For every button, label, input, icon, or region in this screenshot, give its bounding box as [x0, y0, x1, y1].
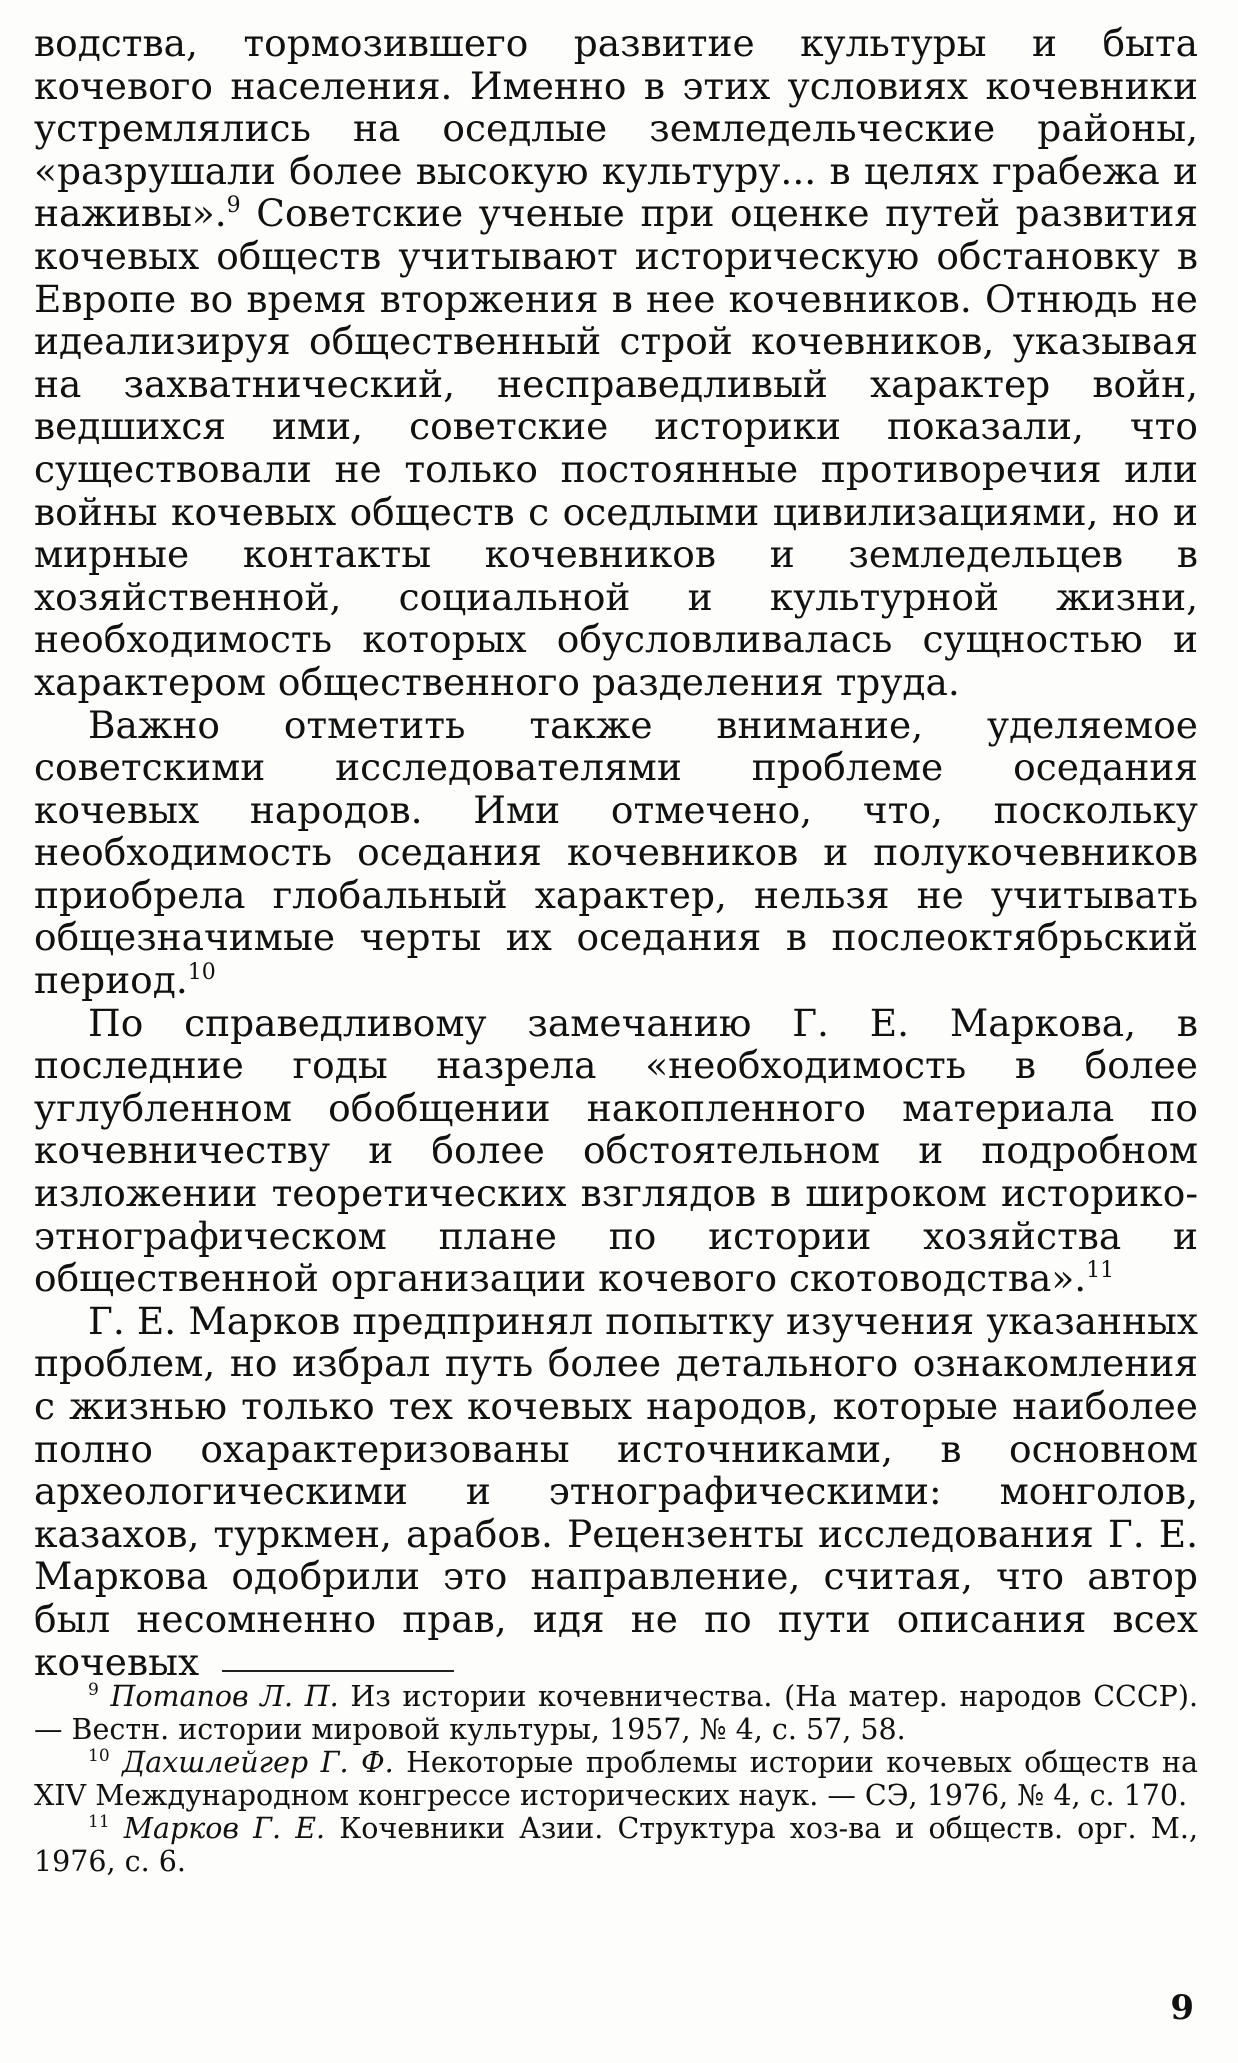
paragraph-1: водства, тормозившего развитие культуры и быта кочевого населения. Именно в этих условиях кочевники устремлялись на оседлые земледельческие районы, «разрушали более высокую культуру... в целях грабежа и наживы».$^9$ Советские ученые при оценке путей развития кочевых обществ учитывают историческую обстановку в Европе во время вторжения в нее кочевников. Отнюдь не идеализируя общественный строй кочевников, указывая на захватнический, несправедливый характер войн, ведшихся ими, советские историки показали, что существовали не только постоянные противоречия или войны кочевых обществ с оседлыми цивилизациями, но и мирные контакты кочевников и земледельцев в хозяйственной, социальной и культурной жизни, необходимость которых обусловливалась сущностью и характером общественного разделения труда. — [34, 21, 1198, 704]
page-number: 9 — [1170, 1988, 1194, 2028]
footnote-ref-10: 10 — [187, 960, 216, 986]
footnote-9: $^9$ Потапов Л. П. Из истории кочевничества. (На матер. народов СССР). — Вестн. истории мировой культуры, 1957, № 4, с. 57, 58. — [34, 1680, 1198, 1746]
main-text — [34, 22, 1198, 1683]
paragraph-4: Г. Е. Марков предпринял попытку изучения указанных проблем, но избрал путь более детального ознакомления с жизнью только тех кочевых народов, которые наиболее полно охарактеризованы источниками, в основном археологическими и этнографическими: монголов, казахов, туркмен, арабов. Рецензенты исследования Г. Е. Маркова одобрили это направление, считая, что автор был несомненно прав, идя не по пути описания всех кочевых — [34, 1298, 1198, 1684]
footnotes — [34, 1680, 1198, 1878]
paragraph-3: По справедливому замечанию Г. Е. Маркова, в последние годы назрела «необходимость в более углубленном обобщении накопленного материала по кочевничеству и более обстоятельном и подробном изложении теоретических взглядов в широком историко-этнографическом плане по истории хозяйства и общественной организации кочевого скотоводства».$^{11}$ — [34, 1000, 1198, 1301]
paragraph-2: Важно отметить также внимание, уделяемое советскими исследователями проблеме оседания кочевых народов. Ими отмечено, что, поскольку необходимость оседания кочевников и полукочевников приобрела глобальный характер, нельзя не учитывать общезначимые черты их оседания в послеоктябрьский период.$^{10}$ — [34, 702, 1198, 1003]
footnote-ref-9: 9 — [226, 193, 241, 219]
footnote-10: $^{10}$ Дахшлейгер Г. Ф. Некоторые проблемы истории кочевых обществ на XIV Международном конгрессе исторических наук. — СЭ, 1976, № 4, с. 170. — [34, 1746, 1198, 1812]
footnote-ref-11: 11 — [1086, 1258, 1115, 1284]
footnote-separator — [222, 1670, 454, 1672]
footnote-11: $^{11}$ Марков Г. Е. Кочевники Азии. Структура хоз-ва и обществ. орг. М., 1976, с. 6. — [34, 1812, 1199, 1878]
